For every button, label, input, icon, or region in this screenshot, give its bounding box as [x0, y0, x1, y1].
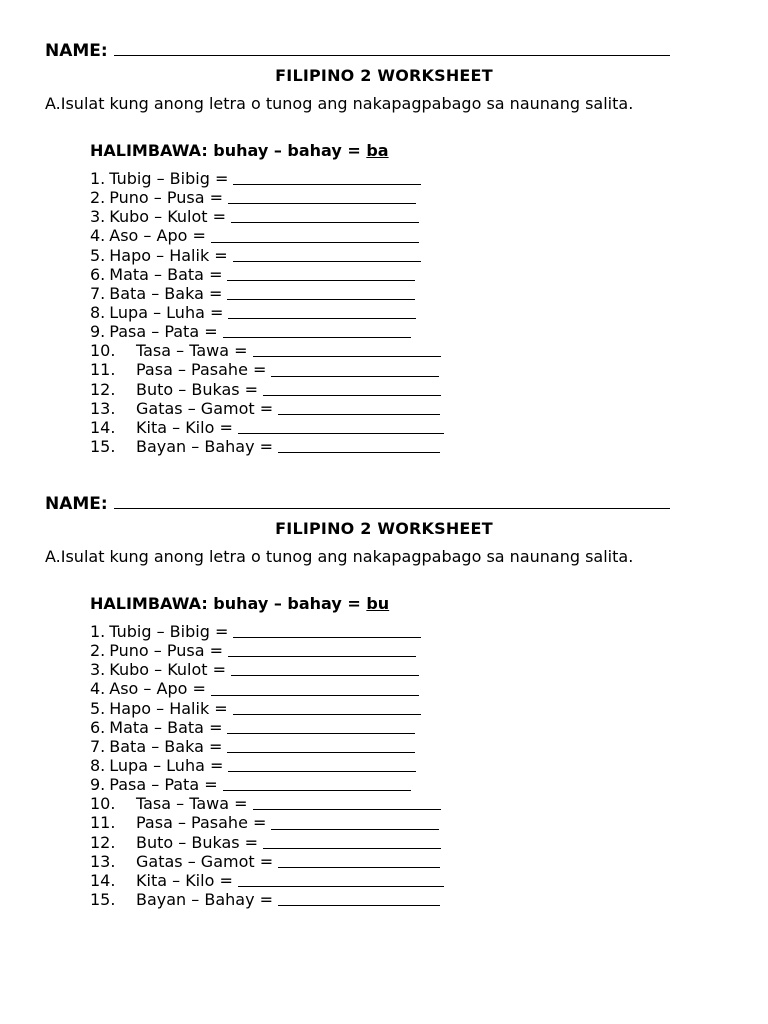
instruction-text: A.Isulat kung anong letra o tunog ang nakapagpabago sa naunang salita. [45, 547, 634, 566]
item-text: Buto – Bukas = [136, 832, 259, 852]
item-text: Kubo – Kulot = [109, 207, 227, 227]
item-number: 7. [90, 736, 106, 756]
item-text: Bayan – Bahay = [136, 436, 274, 456]
list-item [90, 303, 444, 322]
list-item [90, 756, 444, 775]
list-item [90, 833, 444, 852]
item-number: 10. [90, 341, 116, 361]
answer-blank-line[interactable] [227, 284, 415, 300]
worksheet-2 [0, 453, 768, 913]
item-number: 11. [90, 360, 116, 380]
item-number: 12. [90, 832, 116, 852]
item-number: 4. [90, 679, 106, 699]
answer-blank-line[interactable] [231, 660, 419, 676]
item-text: Puno – Pusa = [109, 188, 224, 208]
list-item [90, 188, 444, 207]
item-list [90, 622, 444, 909]
answer-blank-line[interactable] [253, 794, 441, 810]
item-list [90, 169, 444, 456]
answer-blank-line[interactable] [278, 890, 440, 906]
item-text: Lupa – Luha = [109, 302, 224, 322]
list-item [90, 813, 444, 832]
example-prefix: HALIMBAWA: buhay – bahay = [90, 594, 361, 613]
answer-blank-line[interactable] [228, 188, 416, 204]
item-number: 8. [90, 302, 106, 322]
item-number: 10. [90, 794, 116, 814]
item-text: Tasa – Tawa = [136, 794, 248, 814]
example-line [90, 594, 389, 613]
item-number: 9. [90, 775, 106, 795]
item-number: 7. [90, 283, 106, 303]
example-line [90, 141, 389, 160]
item-text: Kubo – Kulot = [109, 660, 227, 680]
item-text: Bata – Baka = [109, 736, 223, 756]
answer-blank-line[interactable] [271, 361, 439, 377]
item-text: Pasa – Pata = [109, 322, 218, 342]
list-item [90, 660, 444, 679]
list-item [90, 226, 444, 245]
list-item [90, 622, 444, 641]
answer-blank-line[interactable] [228, 756, 416, 772]
list-item [90, 890, 444, 909]
list-item [90, 852, 444, 871]
item-text: Aso – Apo = [109, 226, 206, 246]
answer-blank-line[interactable] [278, 852, 440, 868]
item-number: 3. [90, 207, 106, 227]
item-text: Puno – Pusa = [109, 641, 224, 661]
name-blank-line[interactable] [114, 490, 670, 509]
name-field [45, 490, 670, 514]
answer-blank-line[interactable] [271, 814, 439, 830]
answer-blank-line[interactable] [233, 169, 421, 185]
list-item [90, 284, 444, 303]
item-text: Aso – Apo = [109, 679, 206, 699]
item-number: 4. [90, 226, 106, 246]
item-number: 12. [90, 379, 116, 399]
item-number: 15. [90, 889, 116, 909]
item-text: Kita – Kilo = [136, 417, 233, 437]
item-text: Bayan – Bahay = [136, 889, 274, 909]
answer-blank-line[interactable] [211, 227, 419, 243]
example-answer: bu [366, 594, 390, 613]
list-item [90, 169, 444, 188]
answer-blank-line[interactable] [238, 871, 444, 887]
item-number: 1. [90, 168, 106, 188]
list-item [90, 718, 444, 737]
item-text: Tubig – Bibig = [109, 621, 229, 641]
item-number: 2. [90, 188, 106, 208]
item-number: 14. [90, 870, 116, 890]
item-text: Pasa – Pasahe = [136, 813, 267, 833]
instruction-text: A.Isulat kung anong letra o tunog ang nakapagpabago sa naunang salita. [45, 94, 634, 113]
item-number: 15. [90, 436, 116, 456]
item-text: Mata – Bata = [109, 264, 223, 284]
name-field [45, 37, 670, 61]
list-item [90, 207, 444, 226]
example-prefix: HALIMBAWA: buhay – bahay = [90, 141, 361, 160]
answer-blank-line[interactable] [233, 246, 421, 262]
list-item [90, 775, 444, 794]
item-text: Hapo – Halik = [109, 698, 228, 718]
example-answer: ba [366, 141, 389, 160]
item-text: Hapo – Halik = [109, 245, 228, 265]
item-number: 6. [90, 717, 106, 737]
name-label: NAME: [45, 494, 108, 514]
list-item [90, 737, 444, 756]
list-item [90, 641, 444, 660]
answer-blank-line[interactable] [238, 418, 444, 434]
worksheet-1 [0, 0, 768, 460]
item-text: Kita – Kilo = [136, 870, 233, 890]
answer-blank-line[interactable] [227, 265, 415, 281]
item-text: Pasa – Pata = [109, 775, 218, 795]
answer-blank-line[interactable] [227, 737, 415, 753]
item-number: 5. [90, 698, 106, 718]
item-text: Gatas – Gamot = [136, 398, 274, 418]
answer-blank-line[interactable] [233, 622, 421, 638]
item-text: Buto – Bukas = [136, 379, 259, 399]
item-number: 8. [90, 755, 106, 775]
list-item [90, 871, 444, 890]
worksheet-title: FILIPINO 2 WORKSHEET [275, 66, 493, 85]
item-number: 3. [90, 660, 106, 680]
list-item [90, 322, 444, 341]
list-item [90, 699, 444, 718]
item-number: 13. [90, 398, 116, 418]
item-number: 1. [90, 621, 106, 641]
list-item [90, 380, 444, 399]
list-item [90, 399, 444, 418]
item-text: Pasa – Pasahe = [136, 360, 267, 380]
item-number: 14. [90, 417, 116, 437]
list-item [90, 341, 444, 360]
list-item [90, 794, 444, 813]
item-number: 6. [90, 264, 106, 284]
answer-blank-line[interactable] [227, 718, 415, 734]
answer-blank-line[interactable] [211, 680, 419, 696]
item-number: 2. [90, 641, 106, 661]
item-text: Bata – Baka = [109, 283, 223, 303]
answer-blank-line[interactable] [233, 699, 421, 715]
list-item [90, 265, 444, 284]
answer-blank-line[interactable] [278, 437, 440, 453]
item-text: Gatas – Gamot = [136, 851, 274, 871]
name-label: NAME: [45, 41, 108, 61]
item-number: 11. [90, 813, 116, 833]
item-number: 9. [90, 322, 106, 342]
answer-blank-line[interactable] [228, 641, 416, 657]
answer-blank-line[interactable] [223, 775, 411, 791]
item-text: Tubig – Bibig = [109, 168, 229, 188]
item-number: 13. [90, 851, 116, 871]
answer-blank-line[interactable] [223, 322, 411, 338]
answer-blank-line[interactable] [263, 380, 441, 396]
list-item [90, 246, 444, 265]
answer-blank-line[interactable] [228, 303, 416, 319]
answer-blank-line[interactable] [253, 341, 441, 357]
item-text: Tasa – Tawa = [136, 341, 248, 361]
list-item [90, 360, 444, 379]
answer-blank-line[interactable] [263, 833, 441, 849]
item-text: Lupa – Luha = [109, 755, 224, 775]
answer-blank-line[interactable] [278, 399, 440, 415]
list-item [90, 418, 444, 437]
item-number: 5. [90, 245, 106, 265]
answer-blank-line[interactable] [231, 207, 419, 223]
list-item [90, 679, 444, 698]
worksheet-title: FILIPINO 2 WORKSHEET [275, 519, 493, 538]
name-blank-line[interactable] [114, 37, 670, 56]
item-text: Mata – Bata = [109, 717, 223, 737]
